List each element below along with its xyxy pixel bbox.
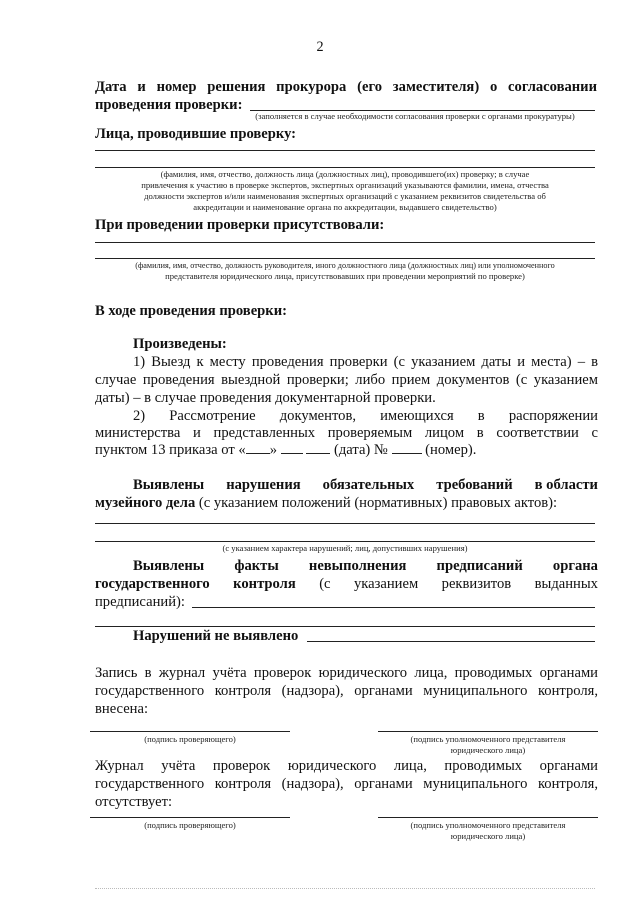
inspectors-heading: Лица, проводившие проверку: bbox=[95, 126, 297, 142]
present-caption: (фамилия, имя, отчество, должность руководителя, иного должностного лица (должностных лиц) или уполномоченного представителя юридического лица, присутствовавших при проведении мероприятий по проверке) bbox=[135, 261, 555, 281]
day-blank bbox=[246, 441, 270, 454]
journal-entry-line3: внесена: bbox=[95, 701, 149, 717]
signature-inspector-2: (подпись проверяющего) bbox=[144, 820, 236, 830]
year-blank bbox=[306, 441, 330, 454]
present-heading: При проведении проверки присутствовали: bbox=[95, 217, 385, 233]
course-heading: В ходе проведения проверки: bbox=[95, 303, 287, 319]
no-violations-label: Нарушений не выявлено bbox=[133, 628, 299, 644]
violations-caption: (с указанием характера нарушений; лиц, допустивших нарушения) bbox=[222, 543, 468, 553]
signature-representative-1: (подпись уполномоченного представителя юридического лица) bbox=[410, 734, 566, 755]
journal-absent-line3: отсутствует: bbox=[95, 794, 173, 810]
month-blank bbox=[281, 441, 303, 454]
signature-representative-2: (подпись уполномоченного представителя юридического лица) bbox=[410, 820, 566, 841]
prosecutor-decision-line1: Дата и номер решения прокурора (его заместителя) о согласовании bbox=[95, 79, 597, 95]
performed-item1-line3: даты) – в случае проведения документарной проверки. bbox=[95, 390, 436, 406]
inspectors-caption: (фамилия, имя, отчество, должность лица (должностных лиц), проводившего(их) проверку; в случае привлечения к участию в проверке экспертов, экспертных организаций указываются фамилии, имена, отчества должности экспертов и/или наименования экспертных организаций с указанием реквизитов свидетельства об аккредитации и наименование органа по аккредитации, выдавшего свидетельство) bbox=[141, 169, 549, 212]
performed-item2-line3: пунктом 13 приказа от « » (дата) № (номер). bbox=[95, 442, 477, 458]
nonfulfillment-line3: предписаний): bbox=[95, 594, 185, 610]
performed-item1-line2: случае проведения выездной проверки; либо прием документов (с указанием bbox=[95, 372, 598, 388]
violations-line1: Выявлены нарушения обязательных требований в области bbox=[133, 477, 598, 493]
violations-line2: музейного дела (с указанием положений (нормативных) правовых актов): bbox=[95, 495, 558, 511]
journal-absent-line1: Журнал учёта проверок юридического лица, проводимых органами bbox=[95, 758, 598, 774]
number-blank bbox=[392, 441, 422, 454]
performed-item2-line1: 2) Рассмотрение документов, имеющихся в распоряжении bbox=[133, 408, 598, 424]
performed-item1-line1: 1) Выезд к месту проведения проверки (с указанием даты и места) – в bbox=[133, 354, 598, 370]
signature-inspector-1: (подпись проверяющего) bbox=[144, 734, 236, 744]
prosecutor-decision-line2: проведения проверки: bbox=[95, 97, 243, 113]
scan-artifact bbox=[95, 888, 595, 889]
journal-entry-line2: государственного контроля (надзора), органами муниципального контроля, bbox=[95, 683, 598, 699]
page-number: 2 bbox=[316, 39, 324, 55]
prosecutor-caption: (заполняется в случае необходимости согласования проверки с органами прокуратуры) bbox=[255, 111, 575, 121]
journal-absent-line2: государственного контроля (надзора), органами муниципального контроля, bbox=[95, 776, 598, 792]
journal-entry-line1: Запись в журнал учёта проверок юридического лица, проводимых органами bbox=[95, 665, 598, 681]
nonfulfillment-line1: Выявлены факты невыполнения предписаний органа bbox=[133, 558, 598, 574]
performed-item2-line2: министерства и представленных проверяемым лицом в соответствии с bbox=[95, 425, 598, 441]
performed-heading: Произведены: bbox=[133, 336, 227, 352]
nonfulfillment-line2: государственного контроля (с указанием реквизитов выданных bbox=[95, 576, 598, 592]
